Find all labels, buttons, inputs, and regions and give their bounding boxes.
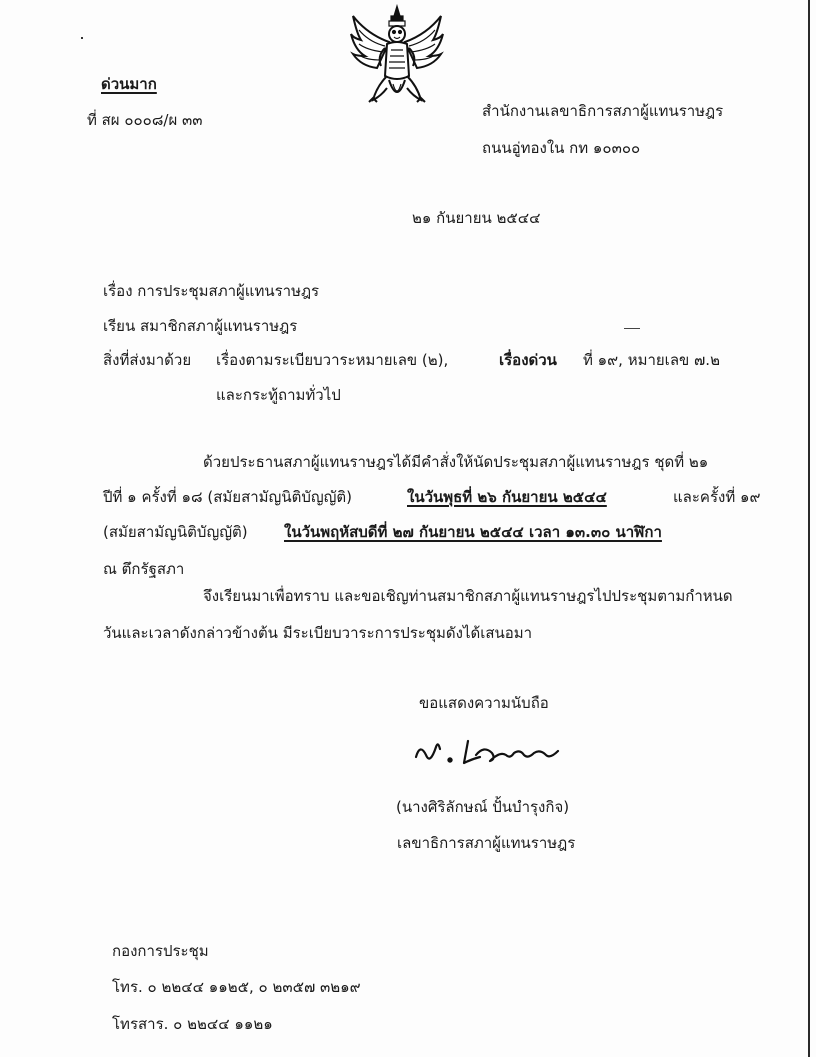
signatory-name: (นางศิริลักษณ์ ปั้นบำรุงกิจ): [396, 798, 570, 816]
body-p1-line3b: ในวันพฤหัสบดีที่ ๒๗ กันยายน ๒๕๔๔ เวลา ๑๓.๓๐ นาฬิกา: [284, 523, 662, 541]
enclosure-line2: และกระทู้ถามทั่วไป: [216, 386, 341, 404]
body-p1-line3a: (สมัยสามัญนิติบัญญัติ): [103, 523, 248, 541]
office-address: ถนนอู่ทองใน กท ๑๐๓๐๐: [482, 139, 641, 157]
page-edge: [808, 0, 810, 1057]
body-p1-line1: ด้วยประธานสภาผู้แทนราษฎรได้มีคำสั่งให้นัดประชุมสภาผู้แทนราษฎร ชุดที่ ๒๑: [203, 453, 709, 471]
enclosure-label: สิ่งที่ส่งมาด้วย: [103, 351, 192, 369]
enclosure-urgent: เรื่องด่วน: [499, 351, 557, 369]
garuda-emblem-icon: [347, 4, 447, 114]
body-p1-line2a: ปีที่ ๑ ครั้งที่ ๑๘ (สมัยสามัญนิติบัญญัติ): [103, 488, 353, 506]
scan-speck: [81, 37, 83, 39]
enclosure-part3: ที่ ๑๙, หมายเลข ๗.๒: [583, 351, 720, 369]
footer-phone: โทร. ๐ ๒๒๔๔ ๑๑๒๕, ๐ ๒๓๕๗ ๓๒๑๙: [112, 978, 361, 996]
recipient-line: เรียน สมาชิกสภาผู้แทนราษฎร: [103, 317, 298, 335]
body-p2-line2: วันและเวลาดังกล่าวข้างต้น มีระเบียบวาระการประชุมดังได้เสนอมา: [103, 624, 533, 642]
body-p2-line1: จึงเรียนมาเพื่อทราบ และขอเชิญท่านสมาชิกสภาผู้แทนราษฎรไปประชุมตามกำหนด: [203, 587, 733, 605]
subject-line: เรื่อง การประชุมสภาผู้แทนราษฎร: [103, 282, 320, 300]
body-p1-line2b: ในวันพุธที่ ๒๖ กันยายน ๒๕๔๔: [407, 488, 607, 506]
enclosure-part1: เรื่องตามระเบียบวาระหมายเลข (๒),: [216, 351, 449, 369]
body-p1-line4: ณ ตึกรัฐสภา: [103, 560, 185, 578]
closing-salutation: ขอแสดงความนับถือ: [419, 694, 549, 712]
letter-date: ๒๑ กันยายน ๒๕๔๔: [412, 209, 541, 227]
reference-number: ที่ สผ ๐๐๐๘/ผ ๓๓: [87, 111, 203, 129]
body-p1-line2c: และครั้งที่ ๑๙: [673, 488, 761, 506]
signatory-title: เลขาธิการสภาผู้แทนราษฎร: [397, 834, 576, 852]
footer-fax: โทรสาร. ๐ ๒๒๔๔ ๑๑๒๑: [112, 1015, 273, 1033]
office-name: สำนักงานเลขาธิการสภาผู้แทนราษฎร: [482, 102, 724, 120]
footer-department: กองการประชุม: [112, 942, 209, 960]
handwritten-signature: [410, 733, 570, 773]
urgency-label: ด่วนมาก: [101, 75, 157, 93]
scan-mark: [624, 328, 640, 329]
